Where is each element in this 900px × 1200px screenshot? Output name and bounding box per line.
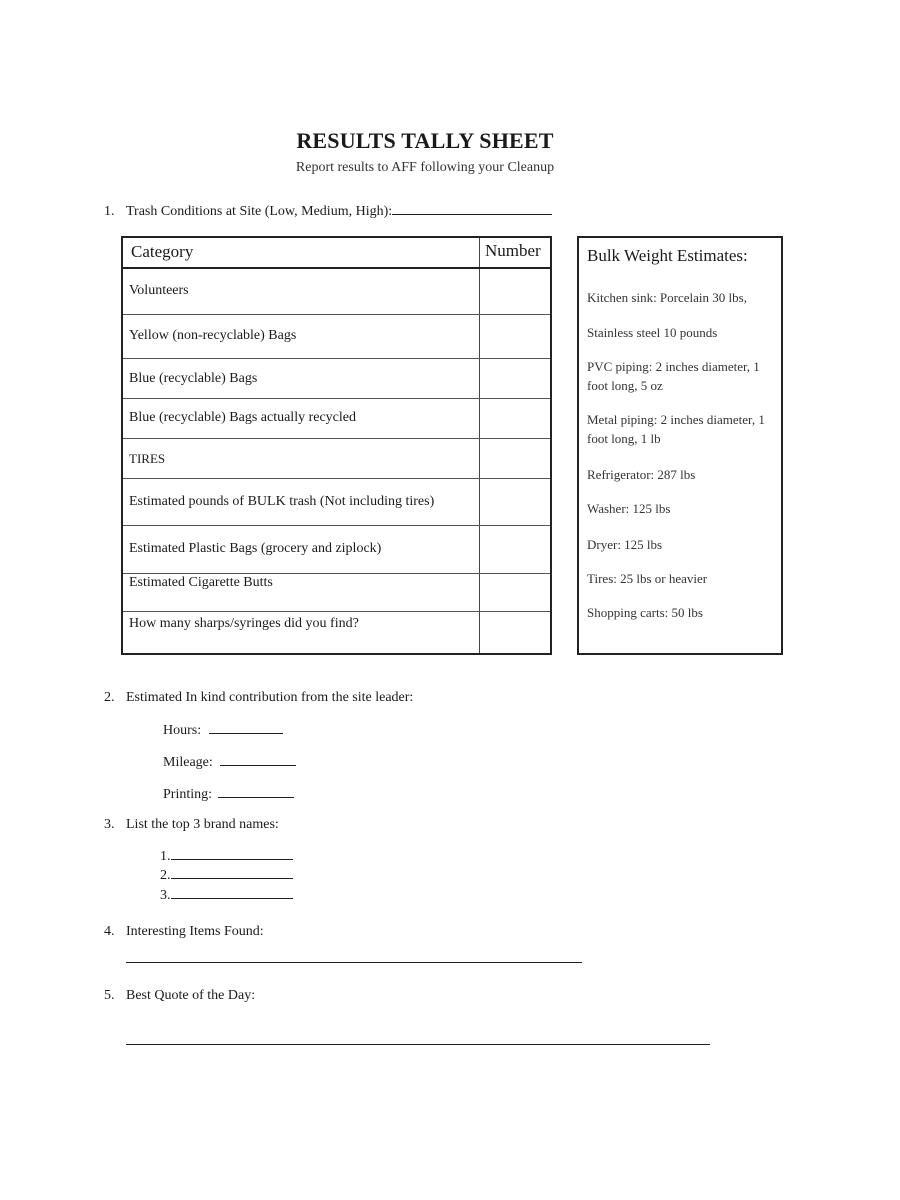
question-4-number: 4. [104,924,115,939]
bulk-item: Dryer: 125 lbs [587,537,663,552]
brand-number-1: 1. [160,849,171,864]
question-5-label: Best Quote of the Day: [126,988,256,1003]
question-2 [104,690,413,706]
page-title: RESULTS TALLY SHEET [296,128,554,153]
bulk-item: Stainless steel 10 pounds [587,325,718,340]
hours-label: Hours: [163,723,202,738]
row-volunteers: Volunteers [129,283,189,298]
row-blue-bags: Blue (recyclable) Bags [129,371,258,386]
question-2-number: 2. [104,690,115,705]
number-cell-blue-bags[interactable] [480,359,550,398]
printing-field[interactable] [218,785,294,798]
printing-row [163,785,294,803]
header-number: Number [485,241,541,260]
number-cell-tires[interactable] [480,439,550,478]
question-4 [104,924,264,940]
row-bulk-trash: Estimated pounds of BULK trash (Not including tires) [129,494,435,509]
row-cigarette-butts: Estimated Cigarette Butts [129,575,273,590]
number-cell-cigarette-butts[interactable] [480,574,550,611]
bulk-item: Metal piping: 2 inches diameter, 1 foot long, 1 lb [587,412,765,446]
row-sharps: How many sharps/syringes did you find? [129,616,359,631]
bulk-item: Refrigerator: 287 lbs [587,467,696,482]
row-plastic-bags: Estimated Plastic Bags (grocery and ziplock) [129,541,382,556]
brand-field-1[interactable] [171,847,293,860]
question-3 [104,817,279,833]
bulk-item: PVC piping: 2 inches diameter, 1 foot long, 5 oz [587,359,760,393]
question-5-number: 5. [104,988,115,1003]
page-subtitle: Report results to AFF following your Cleanup [295,160,555,175]
brand-number-3: 3. [160,888,171,903]
question-3-label: List the top 3 brand names: [126,817,279,832]
brand-field-3[interactable] [171,886,293,899]
number-cell-yellow-bags[interactable] [480,315,550,358]
printing-label: Printing: [163,787,213,802]
question-4-label: Interesting Items Found: [126,924,264,939]
bulk-weight-title: Bulk Weight Estimates: [587,246,748,265]
hours-row [163,721,283,739]
bulk-item: Tires: 25 lbs or heavier [587,571,708,586]
bulk-item: Kitchen sink: Porcelain 30 lbs, [587,290,747,305]
header-category: Category [131,242,194,261]
number-cell-plastic-bags[interactable] [480,526,550,573]
question-1 [104,202,552,220]
bulk-item: Washer: 125 lbs [587,501,671,516]
bulk-item: Shopping carts: 50 lbs [587,605,703,620]
mileage-row [163,753,296,771]
mileage-field[interactable] [220,753,296,766]
brand-row-1 [160,847,293,865]
mileage-label: Mileage: [163,755,213,770]
interesting-items-field[interactable] [126,950,582,963]
number-cell-sharps[interactable] [480,612,550,653]
question-1-number: 1. [104,204,115,219]
question-1-label: Trash Conditions at Site (Low, Medium, High): [126,204,393,219]
row-tires: TIRES [129,451,166,466]
number-cell-blue-bags-recycled[interactable] [480,399,550,438]
hours-field[interactable] [209,721,283,734]
question-3-number: 3. [104,817,115,832]
brand-number-2: 2. [160,868,171,883]
row-blue-bags-recycled: Blue (recyclable) Bags actually recycled [129,410,356,425]
brand-row-2 [160,866,293,884]
row-yellow-bags: Yellow (non-recyclable) Bags [129,328,297,343]
question-2-label: Estimated In kind contribution from the site leader: [126,690,414,705]
question-5 [104,988,255,1004]
bulk-weight-box [577,236,783,655]
best-quote-field[interactable] [126,1032,710,1045]
trash-conditions-field[interactable] [392,202,552,215]
number-cell-bulk-trash[interactable] [480,479,550,525]
number-cell-volunteers[interactable] [480,268,550,314]
brand-field-2[interactable] [171,866,293,879]
tally-table [121,236,552,655]
brand-row-3 [160,886,293,904]
